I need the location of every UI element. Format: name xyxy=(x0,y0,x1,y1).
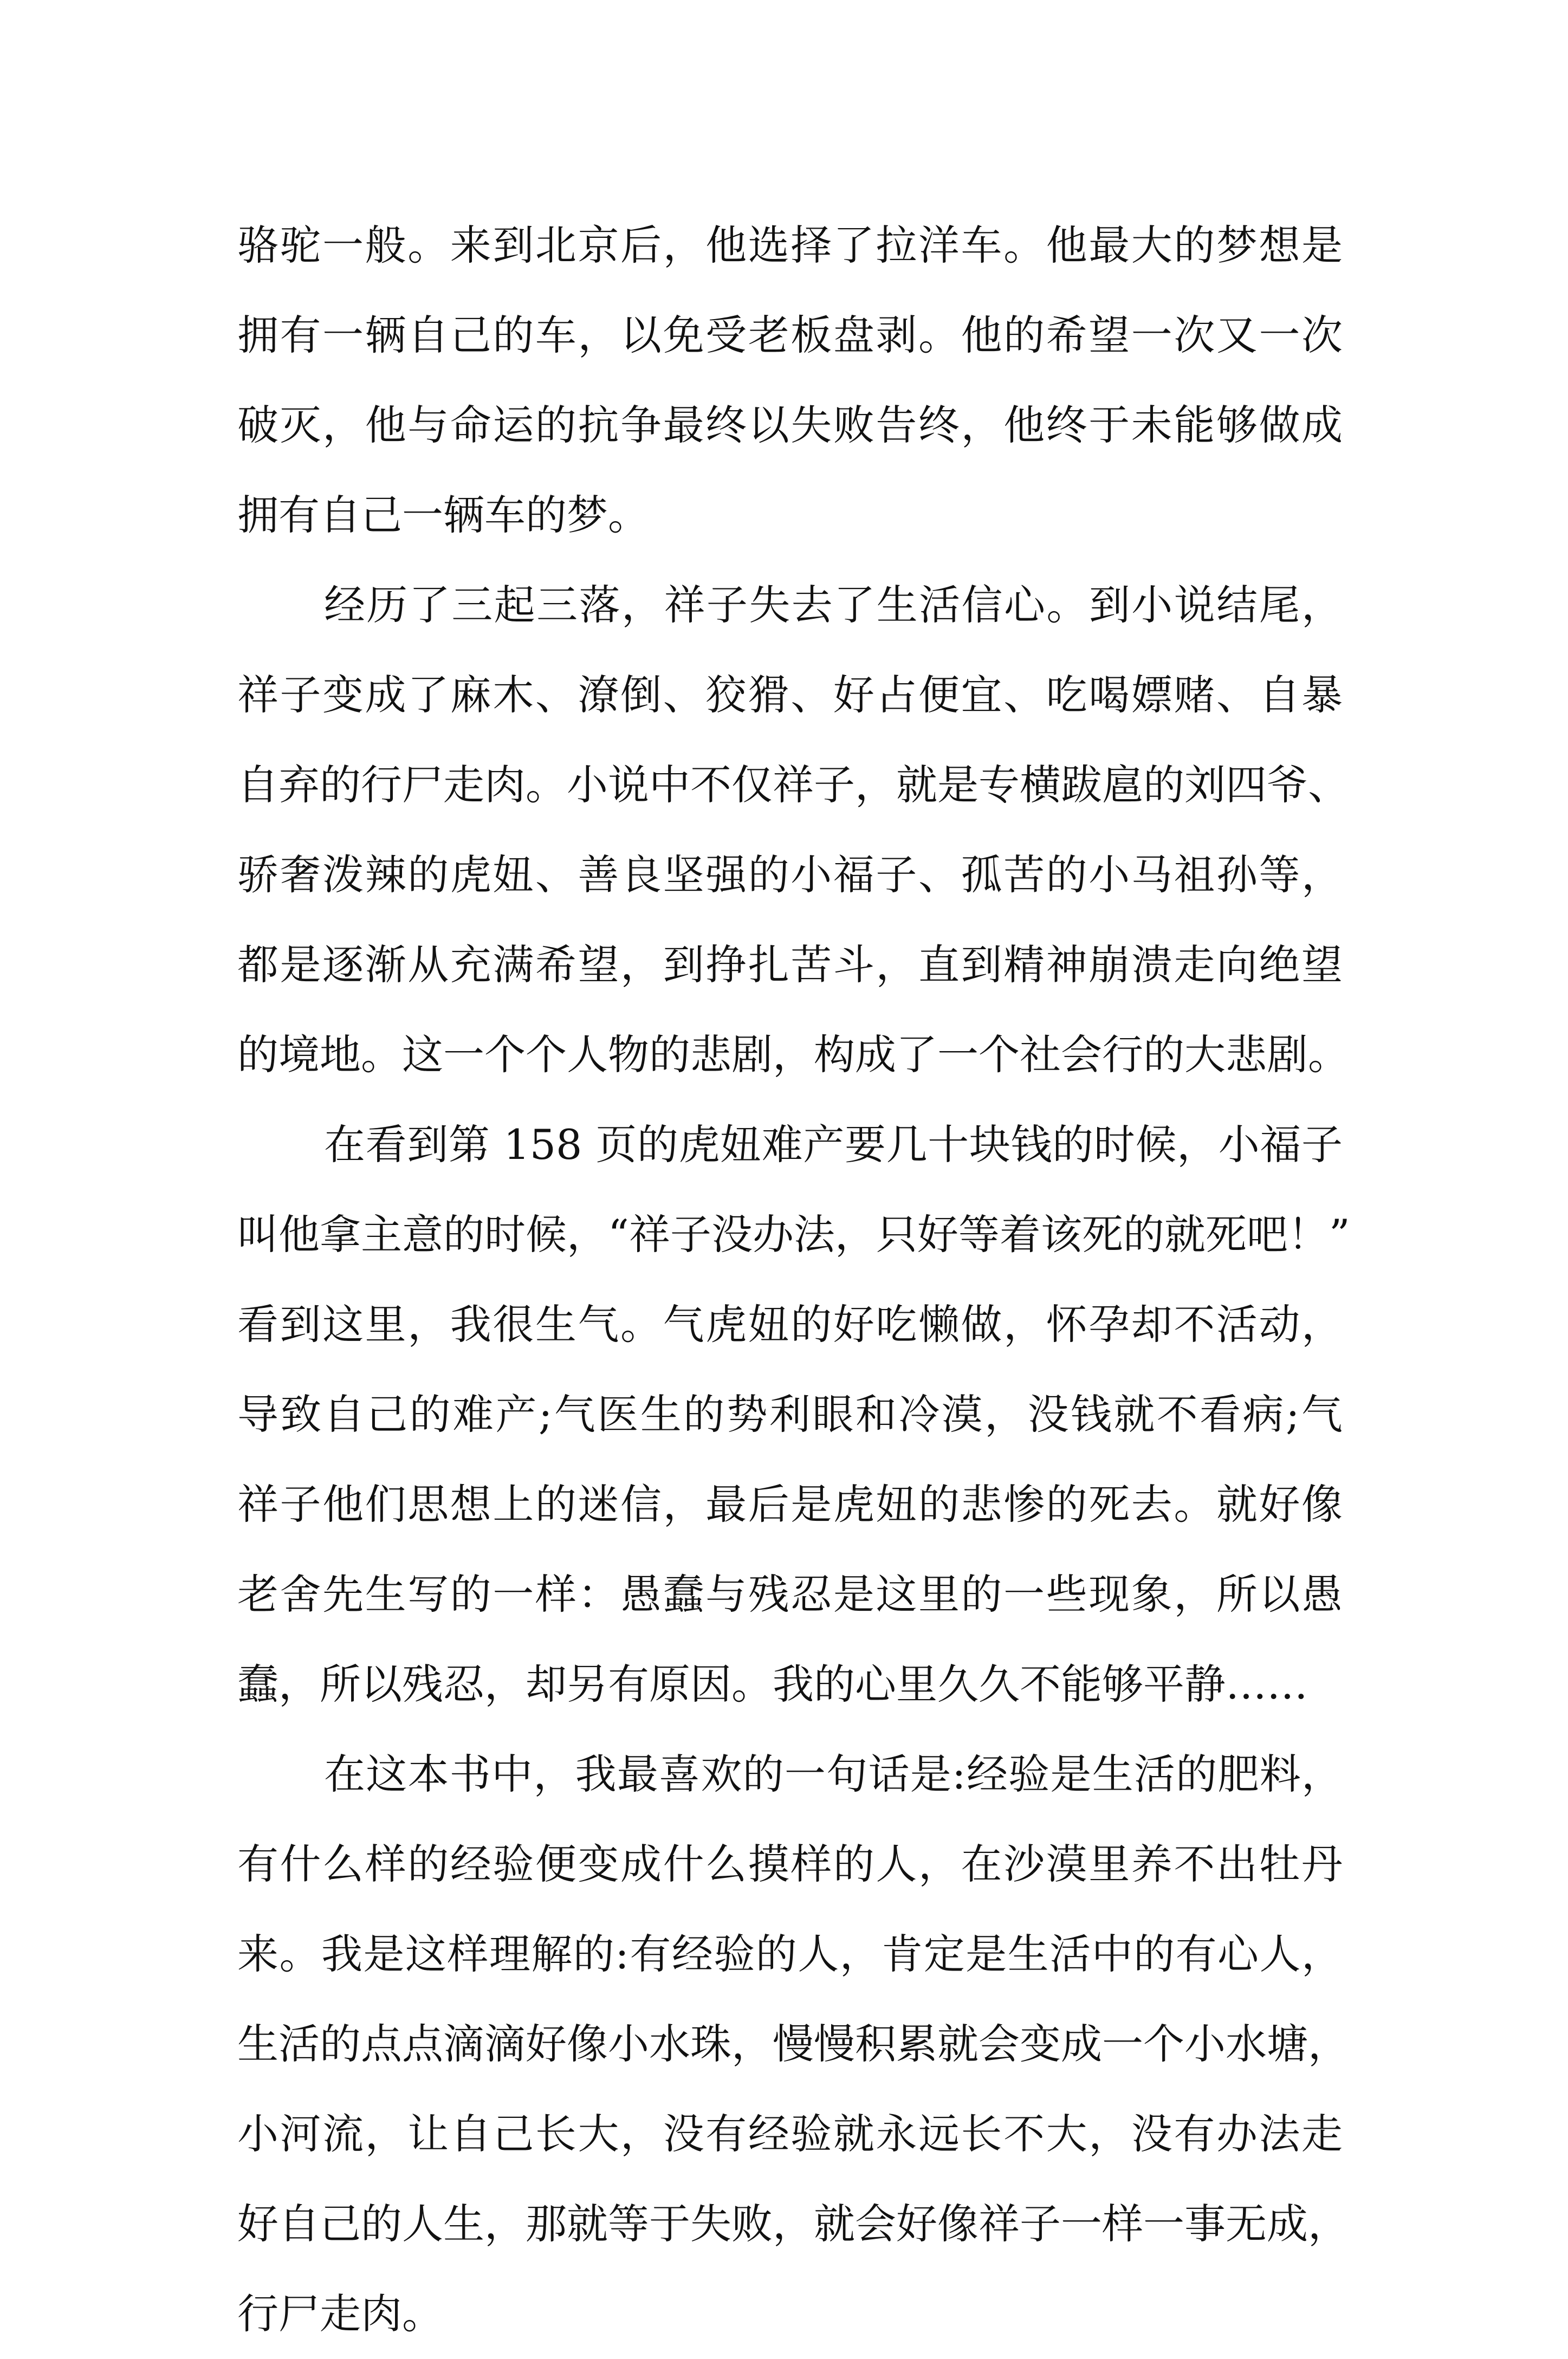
body-text xyxy=(237,200,1350,2359)
text-line: 叫他拿主意的时候，“祥子没办法，只好等着该死的就死吧！” xyxy=(237,1210,1350,1259)
text-line: 小河流，让自己长大，没有经验就永远长不大，没有办法走 xyxy=(237,2110,1343,2158)
text-line: 拥有一辆自己的车，以免受老板盘剥。他的希望一次又一次 xyxy=(237,311,1343,359)
paragraph xyxy=(237,200,1343,560)
paragraph xyxy=(237,1729,1349,2359)
text-line: 蠢，所以残忍，却另有原因。我的心里久久不能够平静…… xyxy=(237,1660,1308,1708)
text-line: 自弃的行尸走肉。小说中不仅祥子，就是专横跋扈的刘四爷、 xyxy=(237,761,1349,809)
text-line: 来。我是这样理解的:有经验的人，肯定是生活中的有心人， xyxy=(237,1930,1343,1978)
text-line: 祥子变成了麻木、潦倒、狡猾、好占便宜、吃喝嫖赌、自暴 xyxy=(237,671,1343,719)
text-line: 破灭，他与命运的抗争最终以失败告终，他终于未能够做成 xyxy=(237,401,1343,449)
text-line: 经历了三起三落，祥子失去了生活信心。到小说结尾， xyxy=(324,581,1343,629)
paragraph xyxy=(237,1100,1350,1729)
text-line: 拥有自己一辆车的梦。 xyxy=(237,491,649,539)
text-line: 老舍先生写的一样：愚蠢与残忍是这里的一些现象，所以愚 xyxy=(237,1570,1343,1618)
text-line: 行尸走肉。 xyxy=(237,2290,443,2338)
text-line: 都是逐渐从充满希望，到挣扎苦斗，直到精神崩溃走向绝望 xyxy=(237,941,1343,989)
text-line: 生活的点点滴滴好像小水珠，慢慢积累就会变成一个小水塘， xyxy=(237,2020,1349,2068)
text-line: 在看到第 158 页的虎妞难产要几十块钱的时候，小福子 xyxy=(324,1120,1343,1169)
text-line: 好自己的人生，那就等于失败，就会好像祥子一样一事无成， xyxy=(237,2200,1349,2248)
text-line: 有什么样的经验便变成什么摸样的人，在沙漠里养不出牡丹 xyxy=(237,1840,1343,1888)
paragraph xyxy=(237,560,1349,1100)
text-line: 祥子他们思想上的迷信，最后是虎妞的悲惨的死去。就好像 xyxy=(237,1480,1343,1528)
text-line: 的境地。这一个个人物的悲剧，构成了一个社会行的大悲剧。 xyxy=(237,1031,1349,1079)
text-line: 看到这里，我很生气。气虎妞的好吃懒做，怀孕却不活动， xyxy=(237,1300,1343,1349)
text-line: 在这本书中，我最喜欢的一句话是:经验是生活的肥料， xyxy=(324,1750,1343,1798)
text-line: 骄奢泼辣的虎妞、善良坚强的小福子、孤苦的小马祖孙等， xyxy=(237,851,1343,899)
text-line: 骆驼一般。来到北京后，他选择了拉洋车。他最大的梦想是 xyxy=(237,221,1343,269)
text-line: 导致自己的难产;气医生的势利眼和冷漠，没钱就不看病;气 xyxy=(237,1390,1343,1438)
